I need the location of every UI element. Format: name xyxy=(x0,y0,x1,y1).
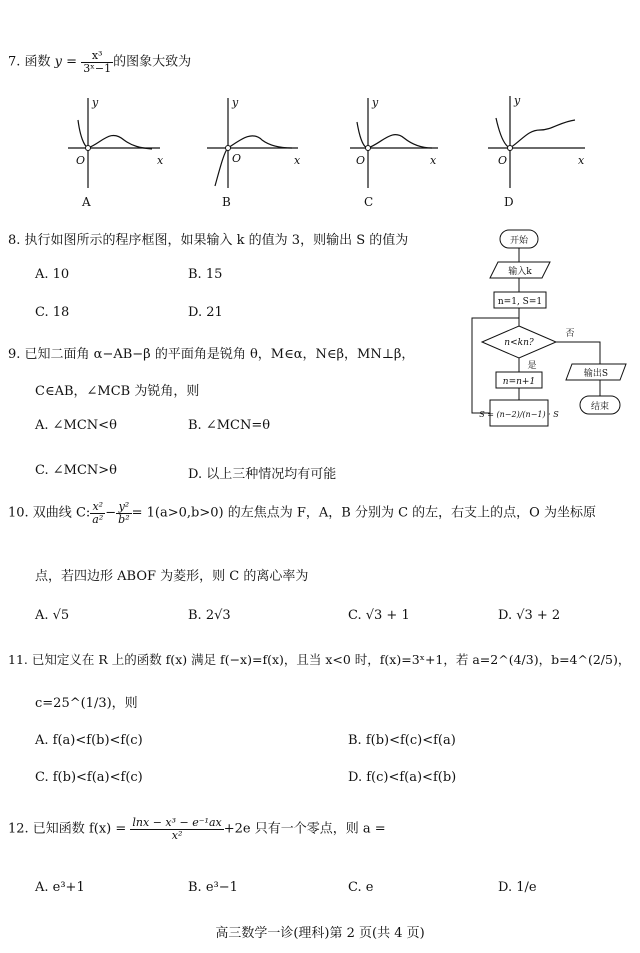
graph-c-label: C xyxy=(364,195,374,209)
graph-a-origin: O xyxy=(76,154,86,167)
q10-option-b: B. 2√3 xyxy=(188,608,231,623)
q12-option-a: A. e³+1 xyxy=(35,880,85,895)
flow-condition-text: n<kn? xyxy=(504,338,534,348)
q12-frac-num: lnx − x³ − e⁻¹ax xyxy=(132,816,222,829)
q10-line1 xyxy=(8,501,596,525)
graph-c-origin: O xyxy=(356,154,366,167)
page-footer: 高三数学一诊(理科)第 2 页(共 4 页) xyxy=(215,926,425,941)
q11-line2: c=25^(1/3)，则 xyxy=(35,696,138,711)
flow-yes-text: 是 xyxy=(527,361,537,371)
q12-option-c: C. e xyxy=(348,880,374,895)
q7-graphs xyxy=(0,88,640,213)
q9-option-b: B. ∠MCN=θ xyxy=(188,418,271,433)
graph-d-y-label: y xyxy=(514,94,521,107)
q8-option-d: D. 21 xyxy=(188,305,223,320)
q9-line2: C∈AB，∠MCB 为锐角，则 xyxy=(35,384,200,399)
q7-func-lhs: y = xyxy=(54,54,78,70)
q10-line2: 点，若四边形 ABOF 为菱形，则 C 的离心率为 xyxy=(35,569,309,584)
flow-input-text: 输入k xyxy=(508,267,532,277)
flow-output-text: 输出S xyxy=(583,369,609,379)
flow-init-text: n=1, S=1 xyxy=(497,297,543,307)
q10-option-c: C. √3 + 1 xyxy=(348,608,410,623)
q12-suffix: +2e 只有一个零点，则 a = xyxy=(223,821,386,837)
graph-b-curve xyxy=(215,136,292,186)
q8-stem: 8. 执行如图所示的程序框图，如果输入 k 的值为 3，则输出 S 的值为 xyxy=(8,233,409,248)
graph-a-x-label: x xyxy=(157,154,164,167)
q11-line1: 11. 已知定义在 R 上的函数 f(x) 满足 f(−x)=f(x)，且当 x<0 时，f(x)=3ˣ+1，若 a=2^(4/3)，b=4^(2/5)， xyxy=(8,652,631,667)
graph-b-origin: O xyxy=(232,152,242,165)
q9-option-a: A. ∠MCN<θ xyxy=(35,418,117,433)
graph-d-label: D xyxy=(504,195,514,209)
graph-b-label: B xyxy=(222,195,231,209)
graph-a-curve xyxy=(78,120,152,149)
flow-update-n-text: n=n+1 xyxy=(502,377,536,387)
flow-start-text: 开始 xyxy=(509,236,529,246)
q12-option-d: D. 1/e xyxy=(498,880,537,895)
graph-b-x-label: x xyxy=(294,154,301,167)
q10-option-d: D. √3 + 2 xyxy=(498,608,561,623)
q7-frac-num: x³ xyxy=(81,50,113,63)
q8-option-b: B. 15 xyxy=(188,267,223,282)
graph-c-x-label: x xyxy=(430,154,437,167)
q10-frac-x-den: a² xyxy=(92,512,104,526)
q11-option-b: B. f(b)<f(c)<f(a) xyxy=(348,733,456,748)
q7-prefix: 7. 函数 xyxy=(8,54,55,70)
graph-a-y-label: y xyxy=(92,96,99,109)
q10-prefix: 10. 双曲线 C: xyxy=(8,505,91,521)
q12-option-b: B. e³−1 xyxy=(188,880,238,895)
q7-fraction xyxy=(81,50,113,74)
q10-minus: − xyxy=(105,505,117,521)
q9-option-c: C. ∠MCN>θ xyxy=(35,463,117,478)
graph-c-y-label: y xyxy=(372,96,379,109)
graph-b-y-label: y xyxy=(232,96,239,109)
q11-option-a: A. f(a)<f(b)<f(c) xyxy=(35,733,143,748)
graph-d-curve xyxy=(496,118,575,148)
q12-stem xyxy=(8,817,386,841)
q8-option-a: A. 10 xyxy=(35,267,70,282)
q12-prefix: 12. 已知函数 f(x) = xyxy=(8,821,127,837)
q10-option-a: A. √5 xyxy=(35,608,70,623)
q11-option-d: D. f(c)<f(a)<f(b) xyxy=(348,770,457,785)
q8-option-c: C. 18 xyxy=(35,305,70,320)
q9-option-d: D. 以上三种情况均有可能 xyxy=(188,467,337,482)
flow-end-text: 结束 xyxy=(590,402,610,412)
flow-update-s-text: S = (n−2)/(n−1) · S xyxy=(479,410,559,419)
q12-fraction xyxy=(130,817,223,841)
q10-frac-y xyxy=(116,501,131,525)
q7-stem xyxy=(8,50,191,74)
q7-suffix: 的图象大致为 xyxy=(113,54,192,70)
q10-frac-x xyxy=(90,501,105,525)
q10-frac-y-num: y² xyxy=(116,501,131,514)
q9-line1: 9. 已知二面角 α−AB−β 的平面角是锐角 θ，M∈α，N∈β，MN⊥β， xyxy=(8,347,415,362)
q10-suffix: = 1(a>0,b>0) 的左焦点为 F，A，B 分别为 C 的左，右支上的点，O 为坐标原 xyxy=(131,505,596,521)
graph-d-x-label: x xyxy=(578,154,585,167)
q10-frac-x-num: x² xyxy=(90,501,105,514)
q10-frac-y-den: b² xyxy=(118,512,130,526)
q12-frac-den: x² xyxy=(171,828,183,842)
flowchart xyxy=(460,222,640,432)
graph-a-label: A xyxy=(82,195,91,209)
graph-d-origin: O xyxy=(498,154,508,167)
flow-no-text: 否 xyxy=(565,329,575,339)
q11-option-c: C. f(b)<f(a)<f(c) xyxy=(35,770,143,785)
q7-frac-den: 3ˣ−1 xyxy=(83,61,112,75)
